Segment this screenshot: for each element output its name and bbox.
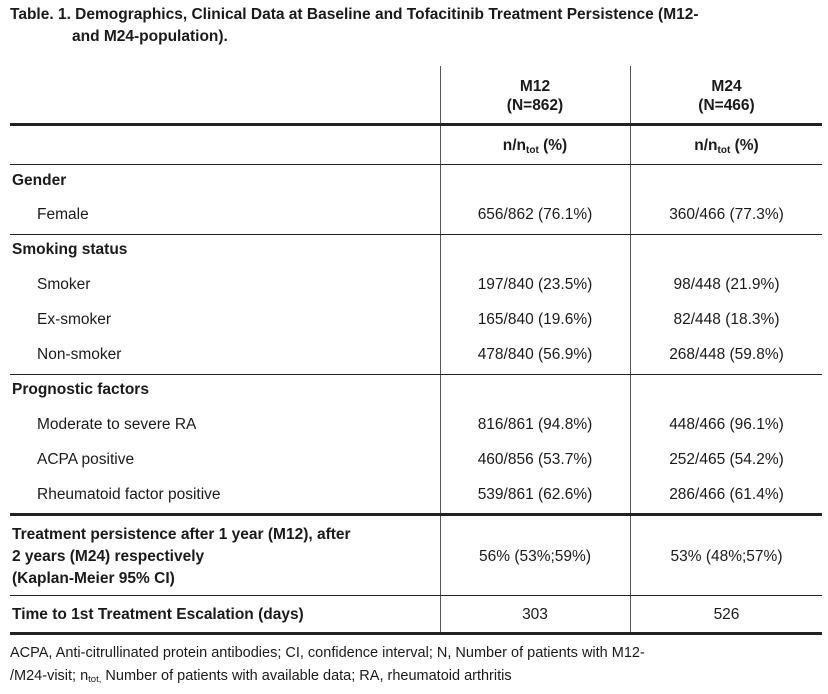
- bottom-thick-rule: [10, 632, 822, 635]
- section-gender: Gender: [12, 172, 67, 189]
- row-ra-m12: 816/861 (94.8%): [477, 416, 593, 433]
- escalation-m24: 526: [713, 606, 740, 623]
- row-nonsmoker-m24: 268/448 (59.8%): [669, 346, 784, 363]
- section-smoking: Smoking status: [12, 241, 128, 258]
- col-m24-unit: n/ntot (%): [694, 137, 759, 156]
- persistence-m24: 53% (48%;57%): [670, 548, 783, 565]
- escalation-m12: 303: [522, 606, 548, 623]
- col-m24-title: M24: [711, 78, 742, 95]
- row-smoker-label: Smoker: [37, 276, 91, 293]
- persistence-label-2: 2 years (M24) respectively: [12, 548, 205, 565]
- persistence-m12: 56% (53%;59%): [478, 548, 591, 565]
- row-smoker-m12: 197/840 (23.5%): [477, 276, 593, 293]
- unit-rule: [10, 164, 822, 165]
- row-female-label: Female: [37, 206, 89, 223]
- row-acpa-m12: 460/856 (53.7%): [477, 451, 593, 468]
- row-female-m12: 656/862 (76.1%): [477, 206, 593, 223]
- row-ra-m24: 448/466 (96.1%): [669, 416, 784, 433]
- col-m12-n: (N=862): [506, 97, 564, 114]
- gender-rule: [10, 234, 822, 235]
- row-exsmoker-label: Ex-smoker: [37, 311, 112, 328]
- escalation-label: Time to 1st Treatment Escalation (days): [12, 606, 304, 623]
- col-m12-title: M12: [519, 78, 551, 95]
- caption-line-1: Table. 1. Demographics, Clinical Data at Baseline and Tofacitinib Treatment Persistence (M12-: [10, 6, 699, 23]
- table-footnote: [10, 642, 822, 689]
- row-female-m24: 360/466 (77.3%): [669, 206, 784, 223]
- persistence-label-3: (Kaplan-Meier 95% CI): [12, 570, 175, 587]
- row-exsmoker-m24: 82/448 (18.3%): [673, 311, 780, 328]
- row-nonsmoker-label: Non-smoker: [37, 346, 122, 363]
- row-rf-label: Rheumatoid factor positive: [37, 486, 221, 503]
- smoking-rule: [10, 374, 822, 375]
- footnote-line-1: ACPA, Anti-citrullinated protein antibodies; CI, confidence interval; N, Number of patients with M12-: [10, 645, 645, 661]
- section-prognostic: Prognostic factors: [12, 381, 149, 398]
- persistence-label-1: Treatment persistence after 1 year (M12), after: [12, 526, 351, 543]
- row-acpa-m24: 252/465 (54.2%): [669, 451, 784, 468]
- row-acpa-label: ACPA positive: [37, 451, 135, 468]
- prognostic-thick-rule: [10, 513, 822, 516]
- row-smoker-m24: 98/448 (21.9%): [673, 276, 780, 293]
- col-m24-n: (N=466): [698, 97, 755, 114]
- header-thick-rule: [10, 123, 822, 126]
- footnote-line-2: /M24-visit; ntot, Number of patients with available data; RA, rheumatoid arthritis: [10, 668, 512, 685]
- row-nonsmoker-m12: 478/840 (56.9%): [477, 346, 593, 363]
- persistence-rule: [10, 595, 822, 596]
- row-rf-m24: 286/466 (61.4%): [669, 486, 784, 503]
- table-caption: [10, 4, 822, 48]
- caption-line-2: and M24-population).: [72, 28, 228, 45]
- col-m12-unit: n/ntot (%): [502, 137, 568, 156]
- row-exsmoker-m12: 165/840 (19.6%): [477, 311, 593, 328]
- row-ra-label: Moderate to severe RA: [37, 416, 197, 433]
- row-rf-m12: 539/861 (62.6%): [477, 486, 593, 503]
